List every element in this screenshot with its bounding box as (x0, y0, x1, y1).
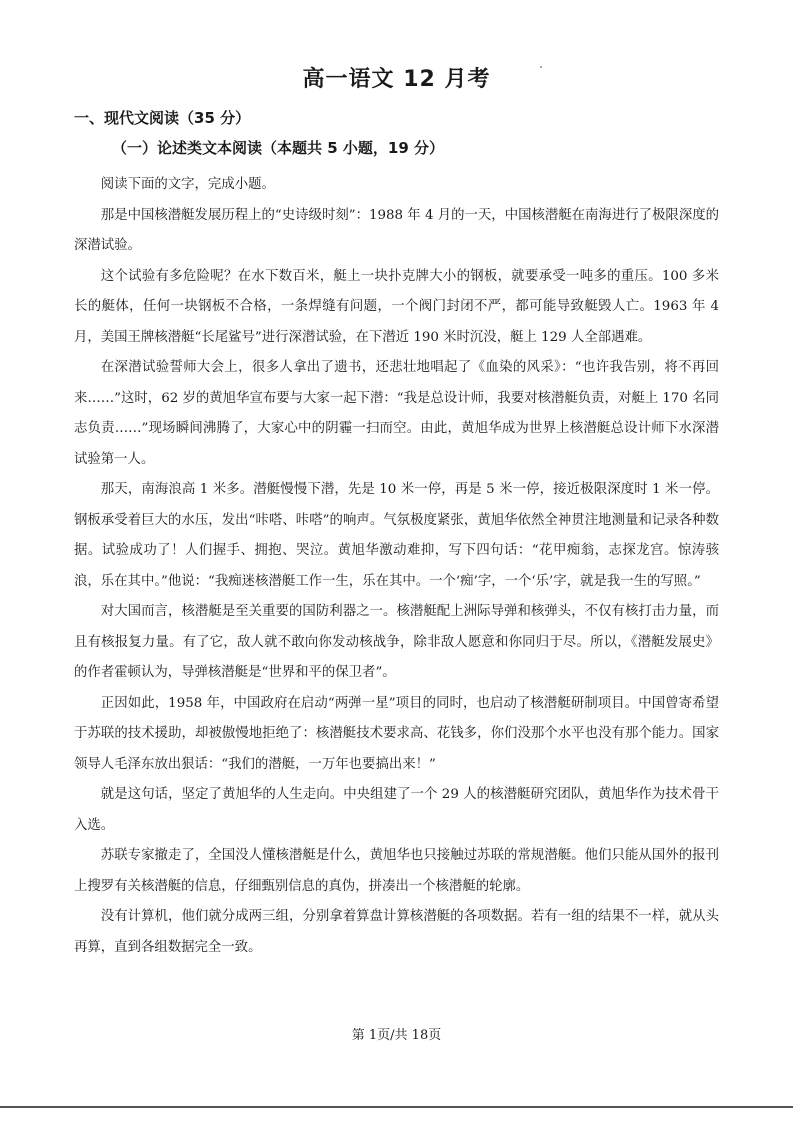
page-number-footer: 第 1页/共 18页 (351, 1028, 442, 1043)
paragraph: 对大国而言，核潜艇是至关重要的国防利器之一。核潜艇配上洲际导弹和核弹头，不仅有核打击力量，而且有核报复力量。有了它，敌人就不敢向你发动核战争，除非敌人愿意和你同归于尽。所以，《潜艇发展史》的作者霍顿认为，导弹核潜艇是“世界和平的保卫者”。 (74, 604, 719, 680)
document-title: 高一语文 12 月考 (302, 67, 491, 92)
paragraph: 正因如此，1958 年，中国政府在启动“两弹一星”项目的同时，也启动了核潜艇研制项目。中国曾寄希望于苏联的技术援助，却被傲慢地拒绝了：核潜艇技术要求高、花钱多，你们没那个水平也没有那个能力。国家领导人毛泽东放出狠话：“我们的潜艇，一万年也要搞出来！” (74, 695, 719, 772)
paragraph: 在深潜试验誓师大会上，很多人拿出了遗书，还悲壮地唱起了《血染的风采》：“也许我告别，将不再回来……”这时，62 岁的黄旭华宣布要与大家一起下潜：“我是总设计师，我要对核潜艇负责，对艇上 170 名同志负责……”现场瞬间沸腾了，大家心中的阴霾一扫而空。由此，黄旭华成为世界上核潜艇总设计师下水深潜试验第一人。 (74, 360, 719, 467)
article-body (74, 170, 719, 963)
paragraph: 就是这句话，坚定了黄旭华的人生走向。中央组建了一个 29 人的核潜艇研究团队，黄旭华作为技术骨干入选。 (74, 787, 719, 833)
paragraph: 这个试验有多危险呢？在水下数百米，艇上一块扑克牌大小的钢板，就要承受一吨多的重压。100 多米长的艇体，任何一块钢板不合格，一条焊缝有问题，一个阀门封闭不严，都可能导致艇毁人亡。1963 年 4 月，美国王牌核潜艇“长尾鲨号”进行深潜试验，在下潜近 190 米时沉没，艇上 129 人全部遇难。 (74, 268, 719, 345)
paragraph: 没有计算机，他们就分成两三组，分别拿着算盘计算核潜艇的各项数据。若有一组的结果不一样，就从头再算，直到各组数据完全一致。 (74, 909, 719, 955)
section-heading: 一、现代文阅读（35 分） (74, 109, 251, 127)
paragraph: 那是中国核潜艇发展历程上的“史诗级时刻”：1988 年 4 月的一天，中国核潜艇在南海进行了极限深度的深潜试验。 (74, 207, 719, 253)
paragraph: 那天，南海浪高 1 米多。潜艇慢慢下潜，先是 10 米一停，再是 5 米一停，接近极限深度时 1 米一停。钢板承受着巨大的水压，发出“咔嗒、咔嗒”的响声。气氛极度紧张，黄旭华依然全神贯注地测量和记录各种数据。试验成功了！人们握手、拥抱、哭泣。黄旭华激动难抑，写下四句话：“花甲痴翁，志探龙宫。惊涛骇浪，乐在其中。”他说：“我痴迷核潜艇工作一生，乐在其中。一个‘痴’字，一个‘乐’字，就是我一生的写照。” (74, 482, 719, 589)
paragraph: 苏联专家撤走了，全国没人懂核潜艇是什么，黄旭华也只接触过苏联的常规潜艇。他们只能从国外的报刊上搜罗有关核潜艇的信息，仔细甄别信息的真伪，拼凑出一个核潜艇的轮廓。 (74, 848, 719, 894)
sub-section-heading: （一）论述类文本阅读（本题共 5 小题，19 分） (112, 139, 444, 157)
bottom-divider (0, 1106, 793, 1108)
paragraph: 阅读下面的文字，完成小题。 (100, 177, 275, 192)
